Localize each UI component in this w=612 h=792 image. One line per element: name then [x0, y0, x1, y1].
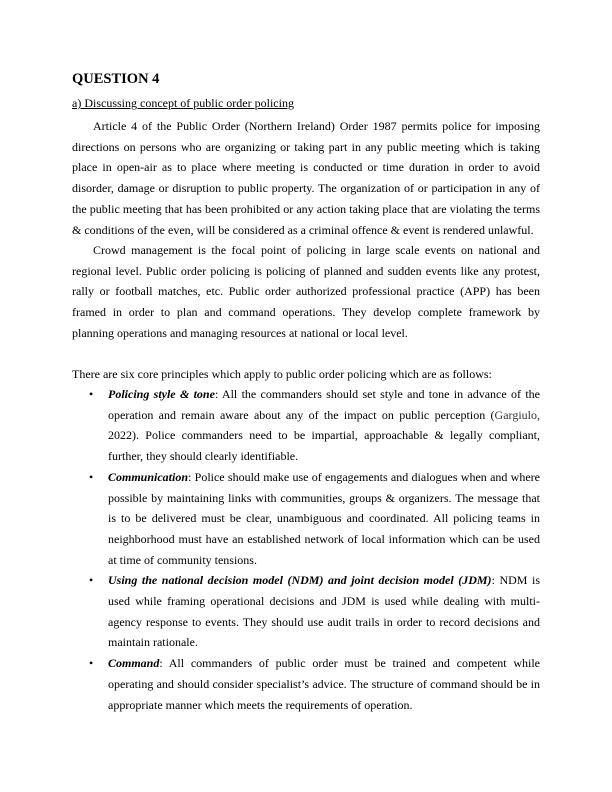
list-item-communication: [72, 467, 540, 571]
principle-term: Command: [108, 656, 160, 671]
bullet-icon: •: [89, 573, 94, 588]
principles-list: [72, 384, 540, 715]
principle-text: : Police should make use of engagements and dialogues when and where possible by maintaining links with communities, groups & organizers. The message that is to be delivered must be clear, unambiguous and coordinated. All policing teams in neighborhood must have an established network of local information which can be used at time of community tensions.: [108, 469, 540, 567]
paragraph-article-4: Article 4 of the Public Order (Northern Ireland) Order 1987 permits police for imposing directions on persons who are organizing or taking part in any public meeting which is taking place in open-air as to place where meeting is conducted or time duration in order to avoid disorder, damage or disruption to public property. The organization of or participation in any of the public meeting that has been prohibited or any action taking place that are violating the terms & conditions of the even, will be considered as a criminal offence & event is rendered unlawful.: [72, 119, 540, 237]
citation: Gargiulo,: [494, 407, 540, 422]
principle-text: : NDM is used while framing operational decisions and JDM is used while dealing with multi-agency response to events. They should use audit trails in order to record decisions and maintain rationale.: [108, 573, 541, 650]
bullet-icon: •: [89, 387, 94, 401]
principle-text-continued: 2022). Police commanders need to be impartial, approachable & legally compliant, further, they should clearly identifiable.: [108, 428, 540, 464]
principle-term: Policing style & tone: [108, 387, 215, 401]
section-subheading: a) Discussing concept of public order policing: [72, 96, 294, 110]
bullet-icon: •: [89, 469, 94, 484]
principles-intro: There are six core principles which apply to public order policing which are as follows:: [72, 367, 492, 381]
principle-text: : All the commanders should set style and tone in advance of the operation and remain aware about any of the impact on public perception (: [108, 387, 540, 422]
list-item-decision-models: [72, 570, 540, 653]
principle-term: Communication: [108, 469, 189, 484]
principle-term: Using the national decision model (NDM) and joint decision model (JDM): [108, 573, 492, 588]
question-heading: QUESTION 4: [72, 71, 160, 87]
list-item-command: [72, 653, 540, 715]
principle-text: : All commanders of public order must be trained and competent while operating and should consider specialist’s advice. The structure of command should be in appropriate manner which meets the requirements of operation.: [108, 656, 540, 712]
paragraph-crowd-management: Crowd management is the focal point of policing in large scale events on national and regional level. Public order policing is policing of planned and sudden events like any protest, rally or football matches, etc. Public order authorized professional practice (APP) has been framed in order to plan and command operations. They develop complete framework by planning operations and managing resources at national or local level.: [72, 243, 540, 340]
list-item-policing-style: [72, 384, 540, 467]
bullet-icon: •: [89, 656, 94, 671]
